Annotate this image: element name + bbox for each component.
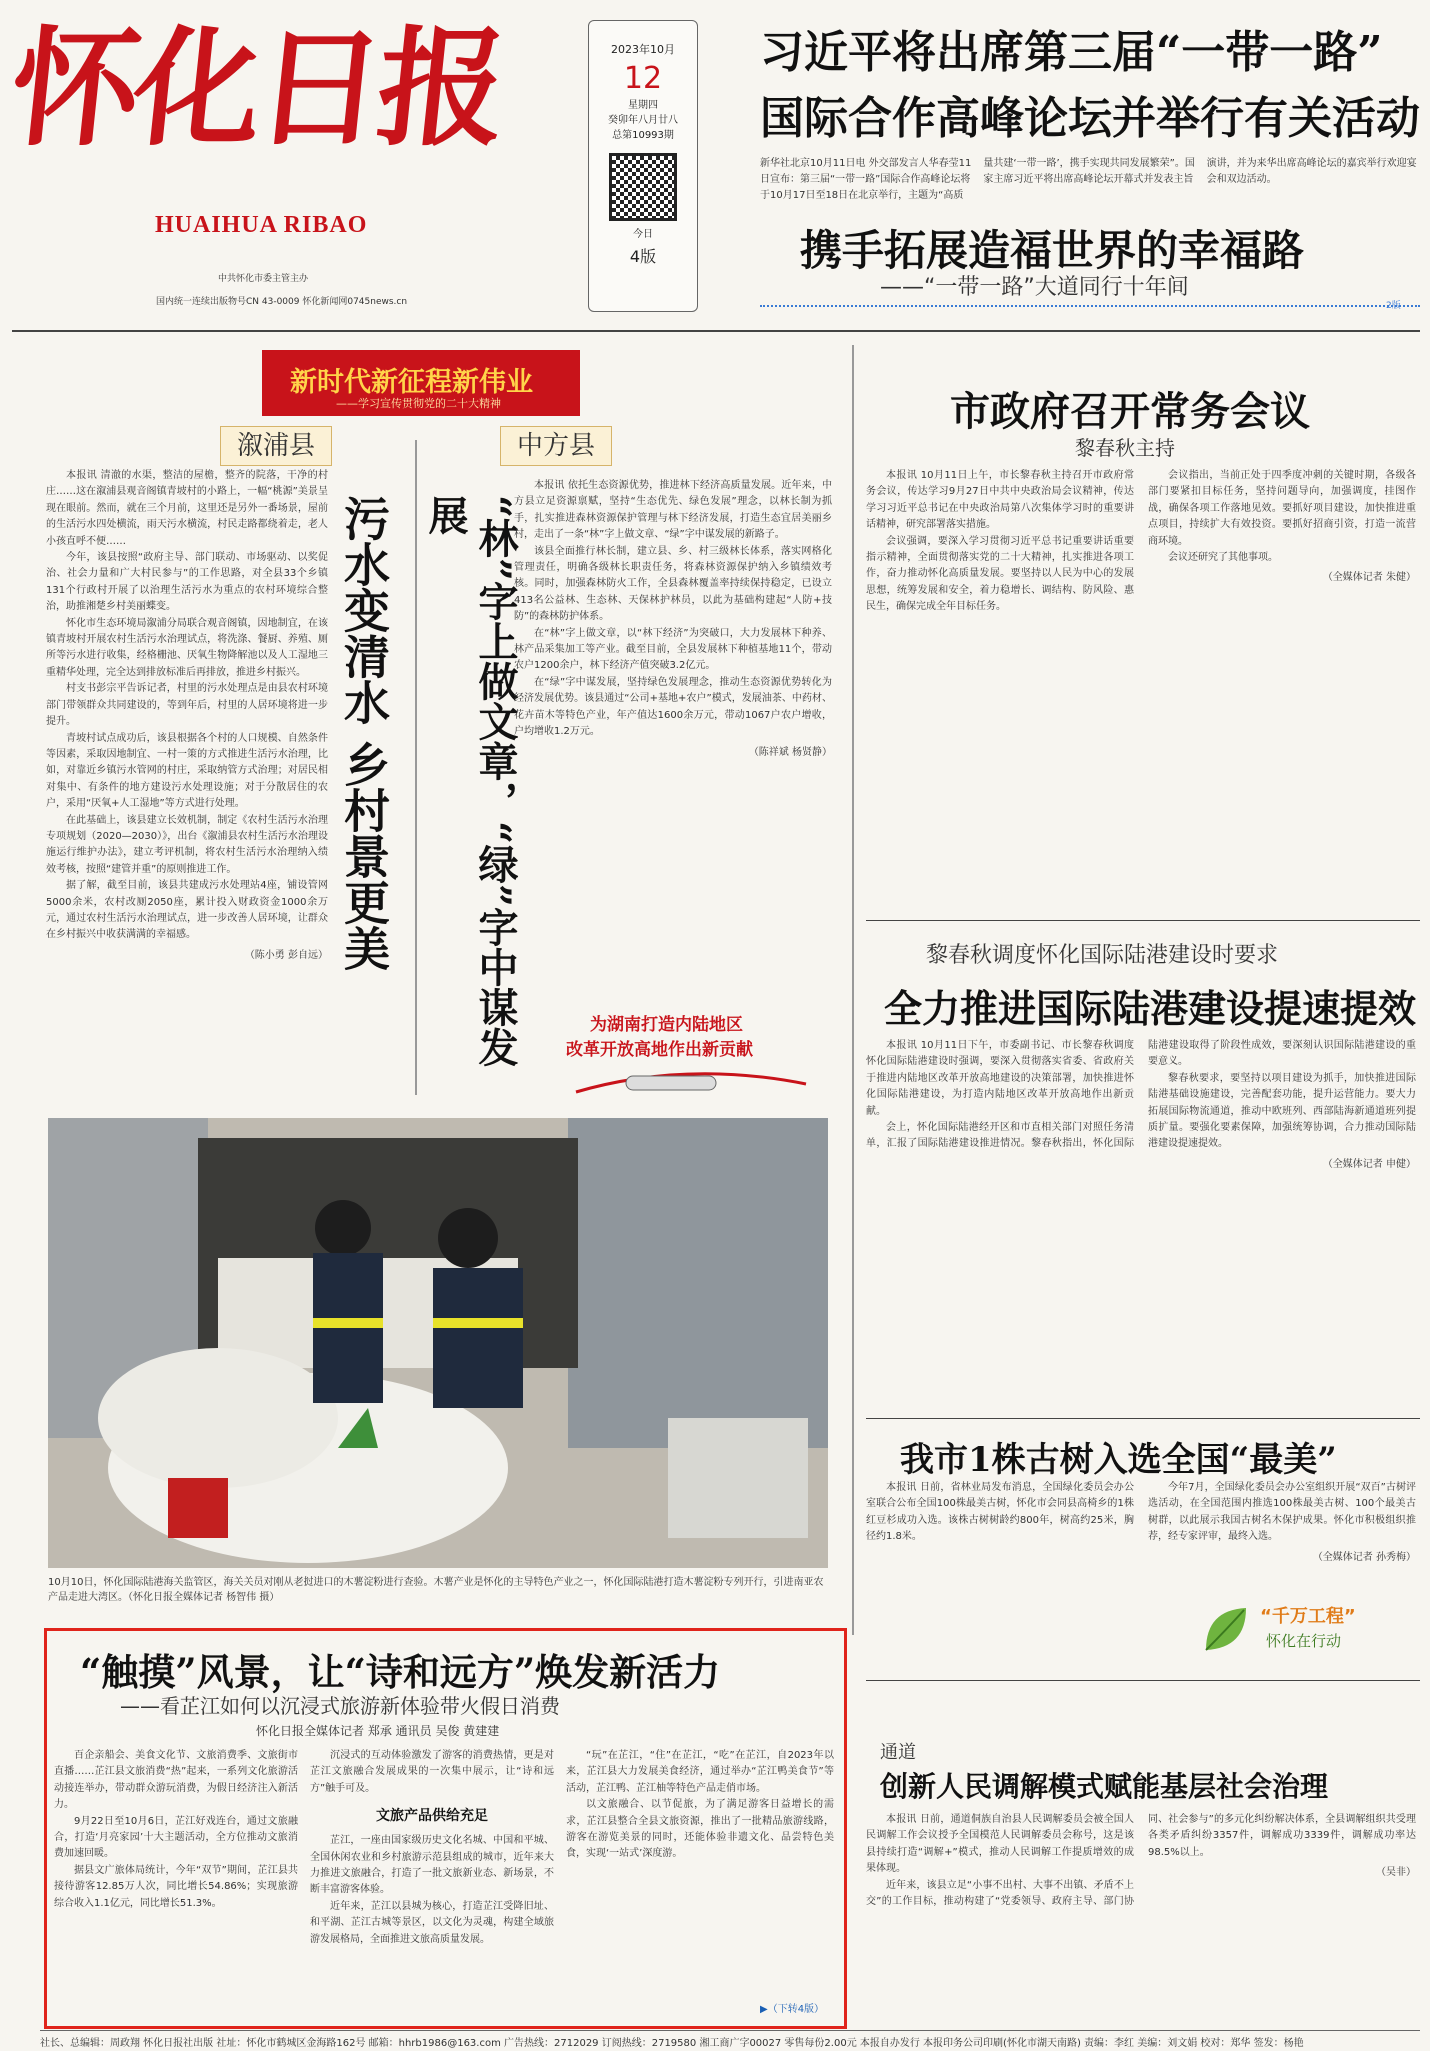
right-column-divider: [852, 345, 854, 1635]
lead-body: 新华社北京10月11日电 外交部发言人华春莹11日宣布：第三届“一带一路”国际合作高峰论坛将于10月17日至18日在北京举行，主题为“高质量共建‘一带一路’，携手实现共同发展繁荣”。国家主席习近平将出席高峰论坛开幕式并发表主旨演讲，并为来华出席高峰论坛的嘉宾举行欢迎宴会和双边活动。: [760, 158, 1417, 201]
county-tag-xupu: 溆浦县: [220, 426, 332, 466]
mediation-article-body: [866, 1812, 1416, 2022]
feature-subtitle: ——看芷江如何以沉浸式旅游新体验带火假日消费: [120, 1694, 560, 1718]
paragraph: 本报讯 日前，省林业局发布消息，全国绿化委员会办公室联合公布全国100株最美古树，怀化市会同县高椅乡的1株红豆杉成功入选。该株古树树龄约800年，树高约25米，胸径约1.8米。: [866, 1482, 1134, 1543]
qianwan-logo: [1196, 1592, 1406, 1672]
theme-banner-title: 新时代新征程新伟业: [290, 367, 533, 398]
xupu-article-body: [46, 468, 328, 1088]
qr-code-icon[interactable]: [609, 153, 677, 221]
lead-headline-line1: 习近平将出席第三届“一带一路”: [760, 27, 1383, 78]
paragraph: 怀化市生态环境局溆浦分局联合观音阁镇，因地制宜，在该镇青坡村开展农村生活污水治理试点，将洗涤、餐厨、养殖、厕所等污水进行收集，经格栅池、厌氧生物降解池以及人工湿地三重精华处理，完全达到排放标准后再排放，推进乡村振兴。: [46, 617, 328, 678]
paragraph: 会议还研究了其他事项。: [1168, 552, 1278, 564]
belt-road-subtitle: ——“一带一路”大道同行十年间: [880, 275, 1189, 300]
mediation-kicker: 通道: [880, 1742, 916, 1763]
date-box: [588, 20, 698, 312]
paragraph: 9月22日至10月6日，芷江好戏连台，通过文旅融合，打造‘月亮家园’十大主题活动，全方位推动文旅消费加速回暖。: [54, 1815, 298, 1860]
dotted-divider: [760, 305, 1420, 307]
date-day: 12: [623, 61, 663, 96]
paragraph: 会议指出，当前正处于四季度冲刺的关键时期，各级各部门要紧扣目标任务，坚持问题导向，加强调度，挂图作战，确保各项工作落地见效。要抓好项目建设，加快推进重点项目，持续扩大有效投资。要抓好招商引资，打造一流营商环境。: [1148, 470, 1416, 547]
paragraph: 在此基础上，该县建立长效机制，制定《农村生活污水治理专项规划（2020—2030）》，出台《溆浦县农村生活污水治理设施运行维护办法》，建立考评机制，将农村生活污水治理纳入绩效考核，按照“建管并重”的原则推进工作。: [46, 814, 328, 875]
train-icon: [566, 1060, 816, 1100]
paragraph: 近年来，该县立足“小事不出村、大事不出镇、矛盾不上交”的工作目标，推动构建了“党委领导、政府主导、部门协同、社会参与”的多元化纠纷解决体系，全县调解组织共受理各类矛盾纠纷3357件，调解成功3339件，调解成功率达98.5%以上。: [866, 1814, 1416, 1908]
page-count: 4版: [629, 247, 657, 266]
photo-illustration: [48, 1118, 828, 1568]
lead-headline[interactable]: [760, 20, 1420, 152]
date-weekday: 星期四: [628, 100, 658, 111]
paragraph: 据了解，截至目前，该县共建成污水处理站4座，铺设管网5000余米，农村改厕2050座，累计投入财政资金1000余万元，通过农村生活污水治理试点，进一步改善人居环境，让群众在乡村振兴中收获满满的幸福感。: [46, 880, 328, 941]
county-tag-zhongfang: 中方县: [500, 426, 612, 466]
lead-headline-line2: 国际合作高峰论坛并举行有关活动: [760, 93, 1420, 144]
paragraph: 本报讯 日前，通道侗族自治县人民调解委员会被全国人民调解工作会议授予全国模范人民调解委员会称号，这是该县持续打造“调解+”模式，推动人民调解工作提质增效的成果体现。: [866, 1814, 1134, 1875]
paragraph: 本报讯 清澈的水渠，整洁的屋檐，整齐的院落，干净的村庄……这在溆浦县观音阁镇青坡村的小路上，一幅“桃源”美景呈现在眼前。然而，就在三个月前，这里还是另外一番场景，屋前的生活污水四处横流，雨天污水横流，村民走路都绕着走，老人小孩直呼不便……: [46, 470, 328, 547]
newspaper-logo[interactable]: 怀化日报: [4, 14, 508, 164]
mediation-headline[interactable]: 创新人民调解模式赋能基层社会治理: [880, 1770, 1329, 1803]
byline: （全媒体记者 申健）: [1322, 1158, 1416, 1170]
feature-column-1: [54, 1748, 298, 2018]
paragraph: 黎春秋要求，要坚持以项目建设为抓手，加快推进国际陆港基础设施建设，完善配套功能，提升运营能力。要大力拓展国际物流通道，推动中欧班列、西部陆海新通道班列提质扩量。要强化要素保障，加强统筹协调，合力推动国际陆港建设提速提效。: [1148, 1072, 1416, 1150]
today-label: 今日: [633, 229, 653, 240]
byline: （陈小勇 彭自远）: [244, 949, 328, 961]
leaf-icon: [1196, 1600, 1256, 1660]
page-reference[interactable]: 2版: [1386, 301, 1401, 311]
continued-on-page-link[interactable]: ▶（下转4版）: [760, 2004, 825, 2015]
theme-banner-subtitle: ——学习宣传贯彻党的二十大精神: [336, 397, 501, 410]
tree-headline[interactable]: 我市1株古树入选全国“最美”: [900, 1440, 1337, 1480]
paragraph: 以文旅融合、以节促旅，为了满足游客日益增长的需求，芷江县整合全县文旅资源，推出了一批精品旅游线路，游客在游览美景的同时，还能体验非遗文化、品尝特色美食，实现‘一站式’深度游。: [566, 1799, 834, 1860]
masthead-sponsor: 中共怀化市委主管主办: [218, 274, 309, 284]
paragraph: 本报讯 10月11日上午，市长黎春秋主持召开市政府常务会议，传达学习9月27日中共中央政治局会议精神，传达学习习近平总书记在中央政治局第八次集体学习时的重要讲话精神，研究部署落实措施。: [866, 470, 1134, 531]
date-lunar: 癸卯年八月廿八: [608, 115, 678, 126]
paragraph: 沉浸式的互动体验激发了游客的消费热情，更是对芷江文旅融合发展成果的一次集中展示，让“诗和远方”触手可及。: [310, 1750, 554, 1794]
council-headline[interactable]: 市政府召开常务会议: [950, 388, 1310, 435]
port-article-body: [866, 1038, 1416, 1368]
xupu-headline[interactable]: 污水变清水 乡村景更美: [337, 495, 391, 972]
issue-number: 总第10993期: [612, 130, 674, 141]
feature-byline: 怀化日报全媒体记者 郑承 通讯员 吴俊 黄建建: [256, 1724, 500, 1738]
paragraph: 青坡村试点成功后，该县根据各个村的人口规模、自然条件等因素，采取因地制宜、一村一策的方式推进生活污水治理，比如，对靠近乡镇污水管网的村庄，采取纳管方式治理；对居民相对集中、有条件的地方建设污水处理设施；对于分散居住的农户，采用“厌氧+人工湿地”等方式进行处理。: [46, 732, 328, 810]
paragraph: 芷江，一座由国家级历史文化名城、中国和平城、全国休闲农业和乡村旅游示范县组成的城市，近年来大力推进文旅融合，打造了一批文旅新业态、新场景，不断丰富游客体验。: [310, 1835, 554, 1896]
slogan-line2: 改革开放高地作出新贡献: [566, 1040, 753, 1060]
paragraph: 村支书彭宗平告诉记者，村里的污水处理点是由县农村环境部门带领群众共同建设的，等到年后，村里的人居环境将进一步提升。: [46, 683, 328, 728]
customs-inspection-photo[interactable]: [48, 1118, 828, 1568]
qianwan-line1: “千万工程”: [1260, 1606, 1356, 1627]
paragraph: 据县文广旅体局统计，今年“双节”期间，芷江县共接待游客12.85万人次，同比增长54.86%；实现旅游综合收入1.1亿元，同比增长51.3%。: [54, 1864, 298, 1909]
byline: （全媒体记者 朱健）: [1322, 572, 1416, 584]
port-kicker: 黎春秋调度怀化国际陆港建设时要求: [926, 943, 1279, 968]
feature-column-3: [566, 1748, 834, 1994]
masthead-publication-number: 国内统一连续出版物号CN 43-0009 怀化新闻网0745news.cn: [156, 297, 408, 307]
reform-slogan-graphic: [566, 1010, 816, 1100]
paragraph: “玩”在芷江，“住”在芷江，“吃”在芷江，自2023年以来，芷江县大力发展美食经济，通过举办“芷江鸭美食节”等活动，芷江鸭、芷江柚等特色产品走俏市场。: [566, 1750, 834, 1794]
zhongfang-article-body: [514, 478, 832, 998]
qianwan-line2: 怀化在行动: [1266, 1632, 1342, 1650]
council-subtitle: 黎春秋主持: [1075, 436, 1175, 460]
byline: （吴非）: [1376, 1867, 1416, 1879]
paragraph: 百企亲船会、美食文化节、文旅消费季、文旅街市直播……芷江县文旅消费“热”起来，一系列文化旅游活动接连举办，带动群众游玩消费，为假日经济注入新活力。: [54, 1750, 298, 1811]
paragraph: 近年来，芷江以县城为核心，打造芷江受降旧址、和平湖、芷江古城等景区，以文化为灵魂，构建全域旅游发展格局，全面推进文旅高质量发展。: [310, 1900, 554, 1945]
paragraph: 会上，怀化国际陆港经开区和市直相关部门对照任务清单，汇报了国际陆港建设推进情况。黎春秋指出，怀化国际陆港建设取得了阶段性成效，要深刻认识国际陆港建设的重要意义。: [866, 1040, 1416, 1150]
divider: [866, 1418, 1420, 1419]
council-article-body: [866, 468, 1416, 898]
zhongfang-headline[interactable]: “林”字上做文章，“绿”字中谋发展: [422, 495, 519, 1068]
port-headline[interactable]: 全力推进国际陆港建设提速提效: [884, 986, 1417, 1031]
divider: [866, 1680, 1420, 1681]
paragraph: 该县全面推行林长制，建立县、乡、村三级林长体系，落实网格化管理责任，明确各级林长职责任务，将森林资源保护纳入乡镇绩效考核。同时，加强森林防火工作，全县森林覆盖率持续保持稳定，已设立413名公益林、生态林、天保林护林员，以此为基础构建起“人防+技防”的森林防护体系。: [514, 545, 832, 623]
feature-headline[interactable]: “触摸”风景，让“诗和远方”焕发新活力: [80, 1650, 721, 1694]
slogan-line1: 为湖南打造内陆地区: [590, 1015, 743, 1035]
paragraph: 本报讯 依托生态资源优势，推进林下经济高质量发展。近年来，中方县立足资源禀赋，坚持“生态优先、绿色发展”理念，以林长制为抓手，扎实推进森林资源保护管理与林下经济发展，打造生态宜居美丽乡村，走出了一条“林”字上做文章、“绿”字中谋发展的新路子。: [514, 480, 832, 541]
column-divider: [415, 440, 417, 1095]
photo-caption: 10月10日，怀化国际陆港海关监管区，海关关员对刚从老挝进口的木薯淀粉进行查验。木薯产业是怀化的主导特色产业之一，怀化国际陆港打造木薯淀粉专列开行，引进南亚农产品走进大湾区。（怀化日报全媒体记者 杨智伟 摄）: [48, 1577, 824, 1603]
feature-section-heading: 文旅产品供给充足: [376, 1808, 488, 1825]
divider: [866, 920, 1420, 921]
paragraph: 在“林”字上做文章，以“林下经济”为突破口，大力发展林下种养、林产品采集加工等产业。截至目前，全县发展林下种植基地11个，带动农户1200余户，林下经济产值突破3.2亿元。: [514, 627, 832, 672]
feature-column-2: [310, 1748, 554, 2018]
paragraph: 在“绿”字中谋发展，坚持绿色发展理念，推动生态资源优势转化为经济发展优势。该县通过“公司+基地+农户”模式，发展油茶、中药材、花卉苗木等特色产业，年产值达1600余万元，带动1067户农户增收，户均增收1.2万元。: [514, 676, 832, 738]
paragraph: 会议强调，要深入学习贯彻习近平总书记重要讲话重要指示精神，全面贯彻落实党的二十大精神，扎实推进各项工作，奋力推动怀化高质量发展。要坚持以人民为中心的发展思想，统筹发展和安全，着力稳增长、调结构、防风险、惠民生，确保完成全年目标任务。: [866, 535, 1134, 613]
byline: （全媒体记者 孙秀梅）: [1312, 1551, 1416, 1563]
date-year-month: 2023年10月: [611, 43, 675, 56]
byline: （陈祥斌 杨贤静）: [748, 746, 832, 758]
belt-road-headline[interactable]: 携手拓展造福世界的幸福路: [800, 226, 1305, 275]
top-divider: [12, 330, 1420, 332]
paragraph: 今年，该县按照“政府主导、部门联动、市场驱动、以奖促治、社会力量和广大村民参与”的工作思路，对全县33个乡镇131个行政村开展了以治理生活污水为重点的农村环境综合整治，助推湘楚乡村美丽蝶变。: [46, 552, 328, 613]
paragraph: 本报讯 10月11日下午，市委副书记、市长黎春秋调度怀化国际陆港建设时强调，要深入贯彻落实省委、省政府关于推进内陆地区改革开放高地建设的决策部署，加快推进怀化国际陆港建设，为打造内陆地区改革开放高地作出新贡献。: [866, 1040, 1134, 1117]
masthead-pinyin: HUAIHUA RIBAO: [155, 212, 368, 238]
paragraph: 今年7月，全国绿化委员会办公室组织开展“双百”古树评选活动，在全国范围内推选100株最美古树、100个最美古树群，以此展示我国古树名木保护成果。怀化市积极组织推荐，经专家评审，最终入选。: [1148, 1482, 1416, 1543]
footer-imprint: 社长、总编辑：周政翔 怀化日报社出版 社址：怀化市鹤城区金海路162号 邮箱：hhrb1986@163.com 广告热线：2712029 订阅热线：2719580 湘工商广字00027 零售每份2.00元 本报自办发行 本报印务公司印刷(怀化市湖天南路) 责编：李红 美编：刘文娟 校对：郑华 签发：杨艳: [40, 2030, 1420, 2049]
